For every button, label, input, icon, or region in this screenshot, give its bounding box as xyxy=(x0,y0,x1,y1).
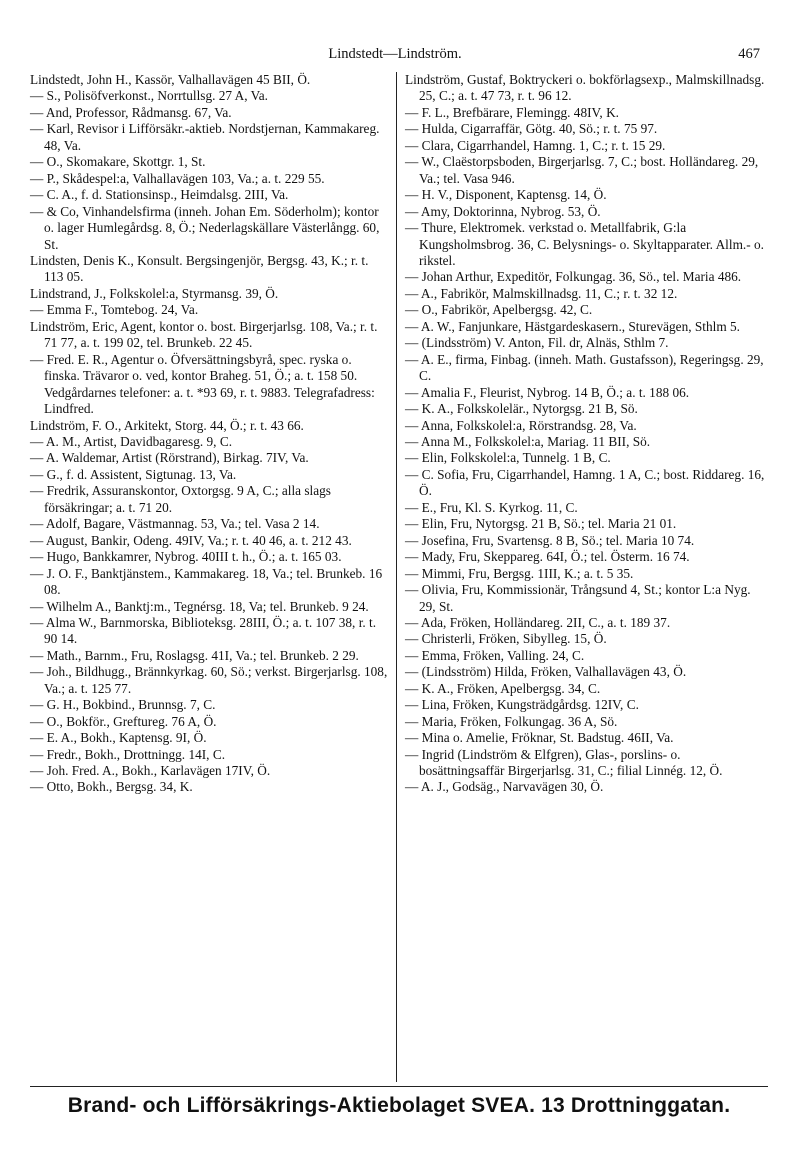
directory-entry: — W., Claëstorpsboden, Birgerjarlsg. 7, C.; bost. Holländareg. 29, Va.; tel. Vasa 946. xyxy=(405,154,762,186)
directory-entry: — O., Bokför., Greftureg. 76 A, Ö. xyxy=(30,713,217,729)
directory-entry: — Maria, Fröken, Folkungag. 36 A, Sö. xyxy=(405,713,618,729)
directory-entry: — Emma F., Tomtebog. 24, Va. xyxy=(30,302,199,318)
directory-entry: — Ingrid (Lindström & Elfgren), Glas-, porslins- o. bosättningsaffär Birgerjarlsg. 31, C.; filial Linnég. 12, Ö. xyxy=(405,746,723,779)
directory-entry: — G., f. d. Assistent, Sigtunag. 13, Va. xyxy=(30,466,237,482)
directory-entry: — Alma W., Barnmorska, Biblioteksg. 28III, Ö.; a. t. 107 38, r. t. 90 14. xyxy=(30,614,380,647)
directory-entry: — Math., Barnm., Fru, Roslagsg. 41I, Va.; tel. Brunkeb. 2 29. xyxy=(30,647,359,663)
left-column xyxy=(30,72,397,1082)
directory-entry: — A. M., Artist, Davidbagaresg. 9, C. xyxy=(30,433,233,449)
directory-entry: — G. H., Bokbind., Brunnsg. 7, C. xyxy=(30,697,216,713)
directory-entry: — S., Polisöfverkonst., Norrtullsg. 27 A, Va. xyxy=(30,88,268,104)
directory-entry: — A. Waldemar, Artist (Rörstrand), Birkag. 7IV, Va. xyxy=(30,450,309,466)
directory-entry: — K. A., Folkskolelär., Nytorgsg. 21 B, Sö. xyxy=(405,401,638,417)
directory-entry: — August, Bankir, Odeng. 49IV, Va.; r. t. 40 46, a. t. 212 43. xyxy=(30,532,352,548)
directory-entry: — Joh. Fred. A., Bokh., Karlavägen 17IV, Ö. xyxy=(30,763,271,779)
directory-entry: — Mimmi, Fru, Bergsg. 1III, K.; a. t. 5 35. xyxy=(405,565,634,581)
directory-entry: — Karl, Revisor i Lifförsäkr.-aktieb. Nordstjernan, Kammakareg. 48, Va. xyxy=(30,121,383,153)
directory-entry: — A. W., Fanjunkare, Hästgardeskasern., Sturevägen, Sthlm 5. xyxy=(405,318,740,334)
directory-entry: — K. A., Fröken, Apelbergsg. 34, C. xyxy=(405,680,601,696)
directory-entry: — Elin, Folkskolel:a, Tunnelg. 1 B, C. xyxy=(405,450,611,466)
page-header xyxy=(30,46,760,66)
directory-entry: — Mina o. Amelie, Fröknar, St. Badstug. 46II, Va. xyxy=(405,730,674,746)
directory-entry: — Hulda, Cigarraffär, Götg. 40, Sö.; r. t. 75 97. xyxy=(405,121,658,137)
page-number: 467 xyxy=(738,46,760,62)
directory-entry: — A., Fabrikör, Malmskillnadsg. 11, C.; r. t. 32 12. xyxy=(405,285,678,301)
directory-entry: — Mady, Fru, Skeppareg. 64I, Ö.; tel. Österm. 16 74. xyxy=(405,549,690,565)
footer-divider xyxy=(30,1086,768,1087)
directory-entry: — (Lindsström) V. Anton, Fil. dr, Alnäs, Sthlm 7. xyxy=(405,335,669,351)
directory-entry: — Josefina, Fru, Svartensg. 8 B, Sö.; tel. Maria 10 74. xyxy=(405,532,695,548)
directory-entry: — Fred. E. R., Agentur o. Öfversättningsbyrå, spec. ryska o. finska. Trävaror o. ved, kontor Braheg. 51, Ö.; a. t. 158 50. Vedgårdarnes telefoner: a. t. *93 69, r. t. 9883. Telegrafadress: Lindfred. xyxy=(30,351,379,417)
directory-entry: — E., Fru, Kl. S. Kyrkog. 11, C. xyxy=(405,499,578,515)
directory-entry: Lindström, Eric, Agent, kontor o. bost. Birgerjarlsg. 108, Va.; r. t. 71 77, a. t. 199 02, tel. Brunkeb. 22 45. xyxy=(30,318,381,351)
directory-entry: — Fredrik, Assuranskontor, Oxtorgsg. 9 A, C.; alla slags försäkringar; a. t. 71 20. xyxy=(30,483,335,515)
directory-entry: — Anna M., Folkskolel:a, Mariag. 11 BII, Sö. xyxy=(405,433,651,449)
directory-entry: — Olivia, Fru, Kommissionär, Trångsund 4, St.; kontor L:a Nyg. 29, St. xyxy=(405,582,754,614)
directory-entry: — Amalia F., Fleurist, Nybrog. 14 B, Ö.; a. t. 188 06. xyxy=(405,384,690,400)
directory-entry: — Thure, Elektromek. verkstad o. Metallfabrik, G:la Kungsholmsbrog. 36, C. Belysnings- o. Skyltapparater. Allm.- o. rikstel. xyxy=(405,220,768,268)
running-title: Lindstedt—Lindström. xyxy=(328,46,462,62)
directory-entry: — Wilhelm A., Banktj:m., Tegnérsg. 18, Va; tel. Brunkeb. 9 24. xyxy=(30,598,369,614)
directory-entry: — Otto, Bokh., Bergsg. 34, K. xyxy=(30,779,193,795)
directory-entry: Lindstrand, J., Folkskolel:a, Styrmansg. 39, Ö. xyxy=(30,285,279,301)
directory-entry: — Lina, Fröken, Kungsträdgårdsg. 12IV, C. xyxy=(405,697,639,713)
directory-entry: Lindström, F. O., Arkitekt, Storg. 44, Ö.; r. t. 43 66. xyxy=(30,417,304,433)
directory-entry: — And, Professor, Rådmansg. 67, Va. xyxy=(30,104,232,120)
directory-entry: — P., Skådespel:a, Valhallavägen 103, Va.; a. t. 229 55. xyxy=(30,170,325,186)
directory-entry: — Clara, Cigarrhandel, Hamng. 1, C.; r. t. 15 29. xyxy=(405,137,666,153)
directory-entry: — H. V., Disponent, Kaptensg. 14, Ö. xyxy=(405,187,607,203)
directory-columns xyxy=(30,72,768,1082)
directory-entry: Lindström, Gustaf, Boktryckeri o. bokförlagsexp., Malmskillnadsg. 25, C.; a. t. 47 73, r. t. 96 12. xyxy=(405,72,768,104)
directory-entry: — C. A., f. d. Stationsinsp., Heimdalsg. 2III, Va. xyxy=(30,187,289,203)
directory-entry: — O., Fabrikör, Apelbergsg. 42, C. xyxy=(405,302,593,318)
directory-entry: — Emma, Fröken, Valling. 24, C. xyxy=(405,647,585,663)
directory-entry: — Fredr., Bokh., Drottningg. 14I, C. xyxy=(30,746,226,762)
directory-entry: — A. J., Godsäg., Narvavägen 30, Ö. xyxy=(405,779,604,795)
directory-entry: — Elin, Fru, Nytorgsg. 21 B, Sö.; tel. Maria 21 01. xyxy=(405,516,677,532)
directory-entry: — Ada, Fröken, Holländareg. 2II, C., a. t. 189 37. xyxy=(405,614,671,630)
directory-entry: — Amy, Doktorinna, Nybrog. 53, Ö. xyxy=(405,203,601,219)
directory-entry: Lindsten, Denis K., Konsult. Bergsingenjör, Bergsg. 43, K.; r. t. 113 05. xyxy=(30,252,372,285)
directory-entry: — (Lindsström) Hilda, Fröken, Valhallavägen 43, Ö. xyxy=(405,664,687,680)
directory-entry: — Joh., Bildhugg., Brännkyrkag. 60, Sö.; verkst. Birgerjarlsg. 108, Va.; a. t. 125 77. xyxy=(30,664,391,696)
right-column xyxy=(397,72,768,1082)
directory-entry: — J. O. F., Banktjänstem., Kammakareg. 18, Va.; tel. Brunkeb. 16 08. xyxy=(30,565,386,598)
footer-advertisement: Brand- och Lifförsäkrings-Aktiebolaget SVEA. 13 Drottninggatan. xyxy=(67,1094,731,1117)
directory-entry: — E. A., Bokh., Kaptensg. 9I, Ö. xyxy=(30,730,207,746)
directory-entry: — & Co, Vinhandelsfirma (inneh. Johan Em. Söderholm); kontor o. lager Humlegårdsg. 8, Ö.; Nederlagskällare Västerlångg. 60, St. xyxy=(30,203,383,252)
directory-entry: — F. L., Brefbärare, Flemingg. 48IV, K. xyxy=(405,104,619,120)
directory-entry: — C. Sofia, Fru, Cigarrhandel, Hamng. 1 A, C.; bost. Riddareg. 16, Ö. xyxy=(405,466,768,499)
directory-entry: — Anna, Folkskolel:a, Rörstrandsg. 28, Va. xyxy=(405,417,637,433)
directory-entry: — Johan Arthur, Expeditör, Folkungag. 36, Sö., tel. Maria 486. xyxy=(405,269,742,285)
directory-entry: — Adolf, Bagare, Västmannag. 53, Va.; tel. Vasa 2 14. xyxy=(30,516,320,532)
directory-entry: — Hugo, Bankkamrer, Nybrog. 40III t. h., Ö.; a. t. 165 03. xyxy=(30,549,342,565)
directory-entry: — O., Skomakare, Skottgr. 1, St. xyxy=(30,154,206,170)
directory-entry: Lindstedt, John H., Kassör, Valhallavägen 45 BII, Ö. xyxy=(30,72,311,87)
directory-entry: — Christerli, Fröken, Sibylleg. 15, Ö. xyxy=(405,631,607,647)
directory-entry: — A. E., firma, Finbag. (inneh. Math. Gustafsson), Regeringsg. 29, C. xyxy=(405,351,767,384)
